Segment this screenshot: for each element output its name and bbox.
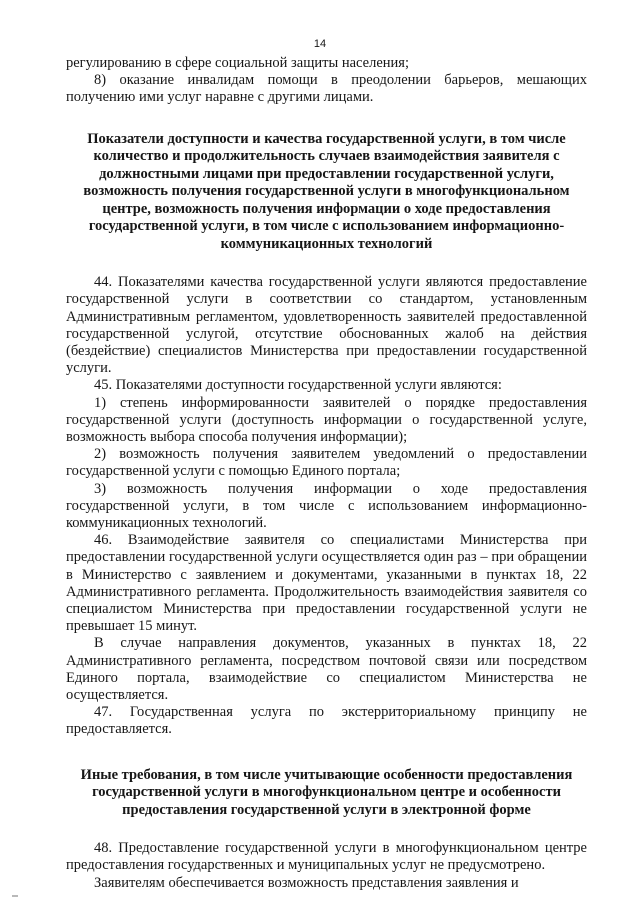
page-number: 14 bbox=[313, 38, 327, 50]
section-heading-accessibility: Показатели доступности и качества государственной услуги, в том числе количество и продолжительность случаев взаимодействия заявителя с должностными лицами при предоставлении государственной услуги, возможность получения государственной услуги в многофункциональном центре, возможность получения информации о ходе предоставления государственной услуги, в том числе с использованием информационно-коммуникационных технологий bbox=[83, 130, 570, 252]
paragraph-44: 44. Показателями качества государственной услуги являются предоставление государственной услуги в соответствии со стандартом, установленным Административным регламентом, удовлетворенность заявителей предоставленной государственной услугой, отсутствие обоснованных жалоб на действия (бездействие) специалистов Министерства при предоставлении государственной услуги. bbox=[66, 274, 587, 377]
scan-edge-mark bbox=[12, 895, 18, 897]
section-heading-other-requirements: Иные требования, в том числе учитывающие особенности предоставления государственной услуги в многофункциональном центре и особенности предоставления государственной услуги в электронной форме bbox=[80, 766, 573, 818]
paragraph-45-item-3: 3) возможность получения информации о ходе предоставления государственной услуги, в том числе с использованием информационно-коммуникационных технологий. bbox=[66, 480, 587, 531]
paragraph-45: 45. Показателями доступности государственной услуги являются: bbox=[94, 377, 502, 394]
intro-paragraph-2: 8) оказание инвалидам помощи в преодолении барьеров, мешающих получению ими услуг наравне с другими лицами. bbox=[66, 72, 587, 106]
paragraph-46-continuation: В случае направления документов, указанных в пунктах 18, 22 Административного регламента, посредством почтовой связи или посредством Единого портала, взаимодействие со специалистом Министерства не осуществляется. bbox=[66, 635, 587, 703]
paragraph-47: 47. Государственная услуга по экстерриториальному принципу не предоставляется. bbox=[66, 704, 587, 738]
document-body bbox=[66, 55, 587, 892]
paragraph-45-item-2: 2) возможность получения заявителем уведомлений о предоставлении государственной услуги с помощью Единого портала; bbox=[66, 446, 587, 480]
paragraph-46: 46. Взаимодействие заявителя со специалистами Министерства при предоставлении государственной услуги осуществляется один раз – при обращении в Министерство с заявлением и документами, указанными в пунктах 18, 22 Административного регламента. Продолжительность взаимодействия заявителя со специалистом Министерства при предоставлении государственной услуги не превышает 15 минут. bbox=[66, 532, 587, 635]
paragraph-48-continuation: Заявителям обеспечивается возможность представления заявления и bbox=[94, 874, 519, 891]
paragraph-45-item-1: 1) степень информированности заявителей о порядке предоставления государственной услуги (доступность информации о государственной услуге, возможность выбора способа получения информации); bbox=[66, 394, 587, 445]
intro-paragraph-1: регулированию в сфере социальной защиты населения; bbox=[66, 55, 409, 71]
paragraph-48: 48. Предоставление государственной услуги в многофункциональном центре предоставления государственных и муниципальных услуг не предусмотрено. bbox=[66, 840, 587, 874]
